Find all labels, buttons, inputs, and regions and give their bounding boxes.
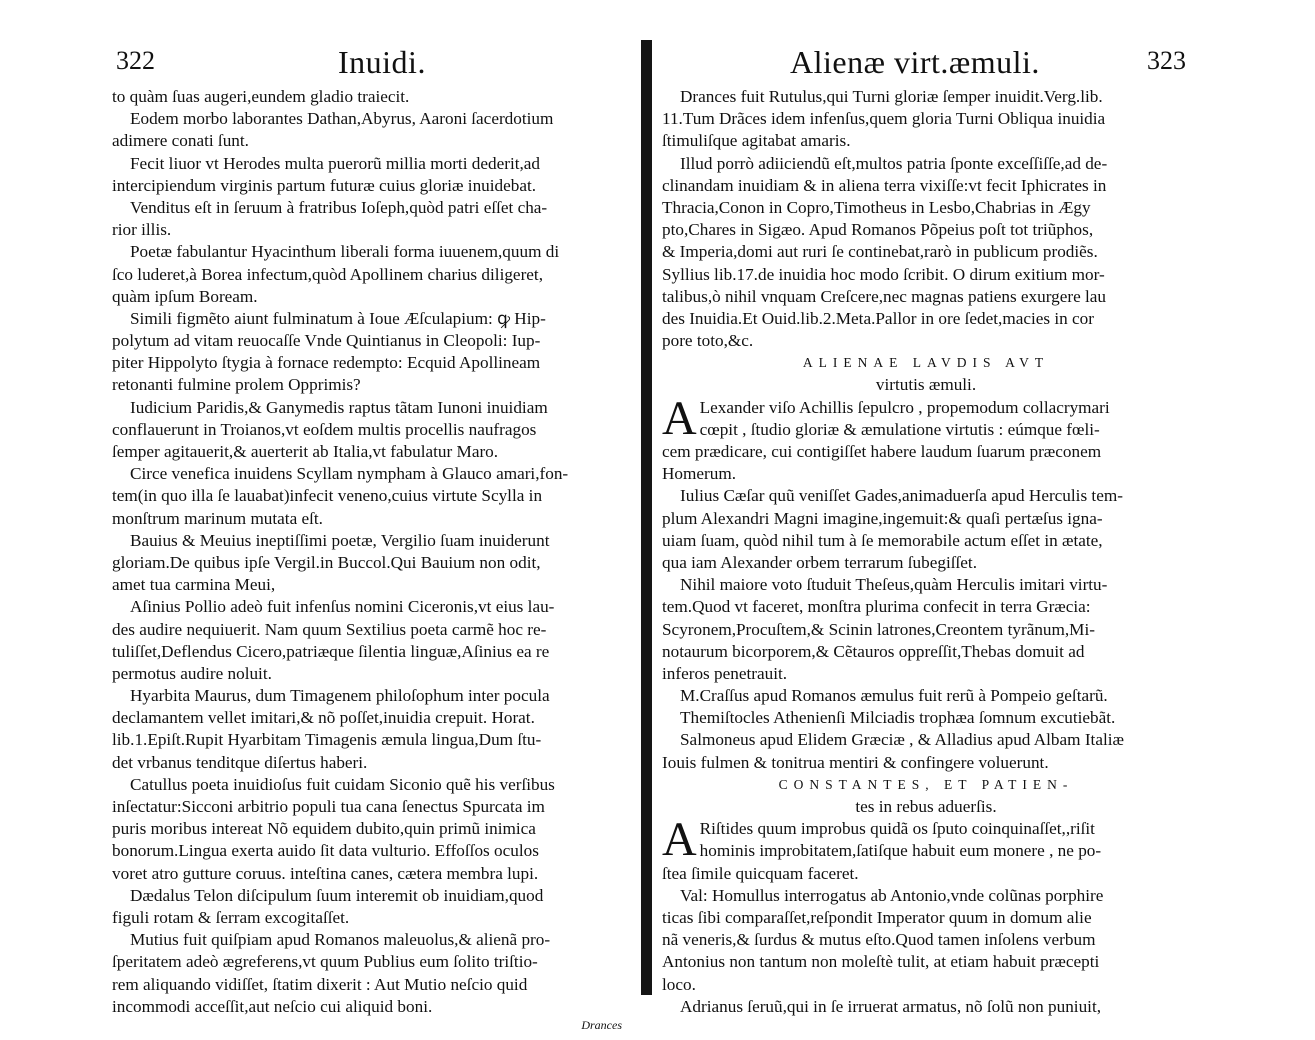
- text-line: des Inuidia.Et Ouid.lib.2.Meta.Pallor in ore ſedet,macies in cor: [662, 308, 1094, 328]
- running-title: Inuidi.: [338, 44, 426, 80]
- section-heading: CONSTANTES, ET PATIEN-: [778, 776, 1074, 792]
- text-line: & Imperia,domi aut ruri ſe continebat,rarò in publicum prodiẽs.: [662, 242, 1098, 262]
- left-text-block: [112, 86, 636, 1018]
- text-line: 11.Tum Drãces idem infenſus,quem gloria Turni Obliqua inuidia: [662, 109, 1106, 129]
- text-line: Circe venefica inuidens Scyllam nympham à Glauco amari,fon-: [130, 464, 569, 484]
- text-line: bonorum.Lingua exerta auido ſit data vulturio. Effoſſos oculos: [112, 841, 539, 861]
- text-line: figuli rotam & ſerram excogitaſſet.: [112, 907, 350, 927]
- text-line: lib.1.Epiſt.Rupit Hyarbitam Timagenis æmula lingua,Dum ſtu-: [112, 730, 542, 750]
- text-line: Bauius & Meuius ineptiſſimi poetæ, Vergilio ſuam inuiderunt: [130, 530, 550, 550]
- text-line: det vrbanus tenditque diſertus haberi.: [112, 752, 368, 772]
- text-line: Riſtides quum improbus quidã os ſputo coinquinaſſet,,riſit: [699, 819, 1095, 839]
- text-line: permotus audire noluit.: [112, 663, 272, 683]
- text-line: ticas ſibi comparaſſet,reſpondit Imperator quum in domum alie: [662, 907, 1092, 927]
- text-line: voret atro gutture coruus. inteſtina canes, cætera membra lupi.: [112, 863, 539, 883]
- text-line: notaurum bicorporem,& Cẽtauros oppreſſit,Thebas domuit ad: [662, 641, 1085, 661]
- book-gutter: [641, 40, 652, 995]
- text-line: cœpit , ſtudio gloriæ & æmulatione virtutis : eúmque fœli-: [699, 419, 1100, 439]
- drop-initial: A: [662, 813, 697, 867]
- text-line: ſtea ſimile quicquam faceret.: [662, 863, 859, 883]
- text-line: rior illis.: [112, 220, 172, 240]
- section-subheading: tes in rebus aduerſis.: [855, 797, 997, 816]
- text-line: ſperitatem adeò ægreferens,vt quum Publius eum ſolito triſtio-: [112, 952, 538, 972]
- text-line: pore toto,&c.: [662, 331, 754, 351]
- page-number: 322: [116, 46, 155, 75]
- text-line: inferos penetrauit.: [662, 663, 788, 683]
- text-line: puris moribus intereat Nõ equidem dubito,quin primũ inimica: [112, 819, 536, 839]
- text-line: cem prædicare, cui contigiſſet habere laudum ſuarum præconem: [662, 442, 1102, 461]
- text-line: nã veneris,& ſurdus & mutus eſto.Quod tamen inſolens verbum: [662, 930, 1096, 950]
- text-line: Poetæ fabulantur Hyacinthum liberali forma iuuenem,quum di: [130, 242, 560, 262]
- text-line: Thracia,Conon in Copro,Timotheus in Lesbo,Chabrias in Ægy: [662, 197, 1091, 217]
- section-lines: [662, 813, 1190, 1018]
- text-line: Dædalus Telon diſcipulum ſuum interemit ob inuidiam,quod: [130, 885, 544, 905]
- text-line: Hyarbita Maurus, dum Timagenem philoſophum inter pocula: [130, 686, 550, 706]
- text-line: uiam ſuam, quòd nihil tum à ſe memorabile actum eſſet in ætate,: [662, 530, 1103, 550]
- page-number: 323: [1147, 46, 1186, 75]
- text-line: Aſinius Pollio adeò fuit infenſus nomini Ciceronis,vt eius lau-: [130, 597, 555, 617]
- text-line: gloriam.De quibus ipſe Vergil.in Buccol.Qui Bauium non odit,: [112, 552, 541, 572]
- text-line: Mutius fuit quiſpiam apud Romanos maleuolus,& alienã pro-: [130, 930, 551, 950]
- running-title: Alienæ virt.æmuli.: [790, 44, 1040, 80]
- text-line: talibus,ò nihil vnquam Creſcere,nec magnas patiens exurgere lau: [662, 286, 1107, 306]
- text-line: declamantem vellet imitari,& nõ poſſet,inuidia crepuit. Horat.: [112, 708, 535, 728]
- text-line: rem aliquando vidiſſet, ſtatim dixerit : Aut Mutio neſcio quid: [112, 974, 528, 994]
- text-line: monſtrum marinum mutata eſt.: [112, 508, 323, 528]
- text-line: piter Hippolyto ſtygia à fornace redempto: Ecquid Apollineam: [112, 353, 541, 373]
- text-line: Scyronem,Procuſtem,& Scinin latrones,Creontem tyrãnum,Mi-: [662, 619, 1095, 639]
- right-page: [662, 40, 1190, 1016]
- text-line: quàm ipſum Boream.: [112, 286, 258, 306]
- text-line: Simili figmẽto aiunt fulminatum à Ioue Æſculapium: ꝙ Hip-: [130, 308, 546, 328]
- text-line: Iulius Cæſar quũ veniſſet Gades,animaduerſa apud Herculis tem-: [680, 486, 1123, 506]
- right-text-block: [662, 86, 1190, 1018]
- text-line: intercipiendum virginis partum futuræ cuius gloriæ inuidebat.: [112, 175, 537, 195]
- text-line: Adrianus ſeruũ,qui in ſe irruerat armatus, nõ ſolũ non puniuit,: [680, 996, 1102, 1016]
- section-body: [662, 391, 1190, 774]
- text-line: Iouis fulmen & tonitrua mentiri & confingere voluerunt.: [662, 752, 1049, 772]
- text-line: clinandam inuidiam & in aliena terra vixiſſe:vt fecit Iphicrates in: [662, 175, 1107, 195]
- text-line: adimere conati ſunt.: [112, 131, 249, 151]
- section-heading: ALIENAE LAVDIS AVT: [802, 355, 1050, 371]
- text-line: tuliſſet,Deflendus Cicero,patriæque ſilentia linguæ,Aſinius ea re: [112, 641, 550, 661]
- text-line: tem(in quo illa ſe lauabat)infecit veneno,cuius virtute Scylla in: [112, 486, 543, 506]
- text-line: Eodem morbo laborantes Dathan,Abyrus, Aaroni ſacerdotium: [130, 109, 554, 129]
- text-line: ſco luderet,à Borea infectum,quòd Apollinem charius diligeret,: [112, 264, 543, 284]
- text-line: Themiſtocles Athenienſi Milciadis trophæa ſomnum excutiebãt.: [680, 708, 1116, 728]
- text-line: incommodi acceſſit,aut neſcio cui aliquid boni.: [112, 996, 433, 1016]
- text-line: Drances fuit Rutulus,qui Turni gloriæ ſemper inuidit.Verg.lib.: [680, 87, 1103, 106]
- text-line: Lexander viſo Achillis ſepulcro , propemodum collacrymari: [699, 397, 1110, 417]
- text-line: Catullus poeta inuidioſus fuit cuidam Siconio quẽ his verſibus: [130, 774, 555, 794]
- text-line: tem.Quod vt faceret, monſtra plurima confecit in terra Græcia:: [662, 597, 1091, 617]
- text-line: loco.: [662, 974, 696, 994]
- text-line: Illud porrò adiiciendũ eſt,multos patria ſponte exceſſiſſe,ad de-: [680, 153, 1108, 173]
- text-line: polytum ad vitam reuocaſſe Vnde Quintianus in Cleopoli: Iup-: [112, 331, 541, 351]
- section-lines: [662, 391, 1190, 774]
- left-page: [112, 40, 636, 1032]
- text-line: des audire nequiuerit. Nam quum Sextilius poeta carmẽ hoc re-: [112, 619, 547, 639]
- text-line: retonanti fulmine prolem Opprimis?: [112, 375, 361, 395]
- section-body: [662, 813, 1190, 1018]
- catchword: Drances: [581, 1017, 622, 1032]
- text-line: Salmoneus apud Elidem Græciæ , & Alladius apud Albam Italiæ: [680, 730, 1124, 750]
- text-line: Fecit liuor vt Herodes multa puerorũ millia morti dederit,ad: [130, 153, 541, 173]
- text-line: Nihil maiore voto ſtuduit Theſeus,quàm Herculis imitari virtu-: [680, 575, 1108, 595]
- text-line: amet tua carmina Meui,: [112, 575, 276, 595]
- text-line: Val: Homullus interrogatus ab Antonio,vnde colũnas porphire: [680, 885, 1104, 905]
- text-line: qua iam Alexander orbem terrarum ſubegiſſet.: [662, 552, 977, 572]
- text-line: ſtimuliſque agitabat amaris.: [662, 131, 851, 151]
- right-page-header: [662, 40, 1190, 86]
- text-line: hominis improbitatem,ſatiſque habuit eum monere , ne po-: [699, 841, 1102, 861]
- text-line: Venditus eſt in ſeruum à fratribus Ioſeph,quòd patri eſſet cha-: [130, 197, 548, 217]
- text-line: M.Craſſus apud Romanos æmulus fuit rerũ à Pompeio geſtarũ.: [680, 686, 1108, 706]
- section-subheading: virtutis æmuli.: [875, 375, 977, 395]
- text-line: Iudicium Paridis,& Ganymedis raptus tãtam Iunoni inuidiam: [130, 397, 548, 417]
- left-page-header: [112, 40, 636, 86]
- text-line: pto,Chares in Sigæo. Apud Romanos Põpeius poſt tot triũphos,: [662, 220, 1094, 240]
- text-line: to quàm ſuas augeri,eundem gladio traiecit.: [112, 87, 410, 106]
- right-top-lines: [662, 86, 1190, 352]
- text-line: conflauerunt in Troianos,vt eoſdem multis procellis naufragos: [112, 419, 537, 439]
- text-line: ſemper agitauerit,& auerterit ab Italia,vt fabulatur Maro.: [112, 442, 499, 461]
- drop-initial: A: [662, 391, 697, 445]
- text-line: Syllius lib.17.de inuidia hoc modo ſcribit. O dirum exitium mor-: [662, 264, 1105, 284]
- text-line: Antonius non tantum non moleſtè tulit, at etiam habuit præcepti: [662, 952, 1100, 972]
- text-line: Homerum.: [662, 464, 736, 484]
- text-line: plum Alexandri Magni imagine,ingemuit:& quaſi pertæſus igna-: [662, 508, 1103, 528]
- text-line: inſectatur:Sicconi arbitrio populi tua cana ſenectus Spurcata im: [112, 797, 545, 816]
